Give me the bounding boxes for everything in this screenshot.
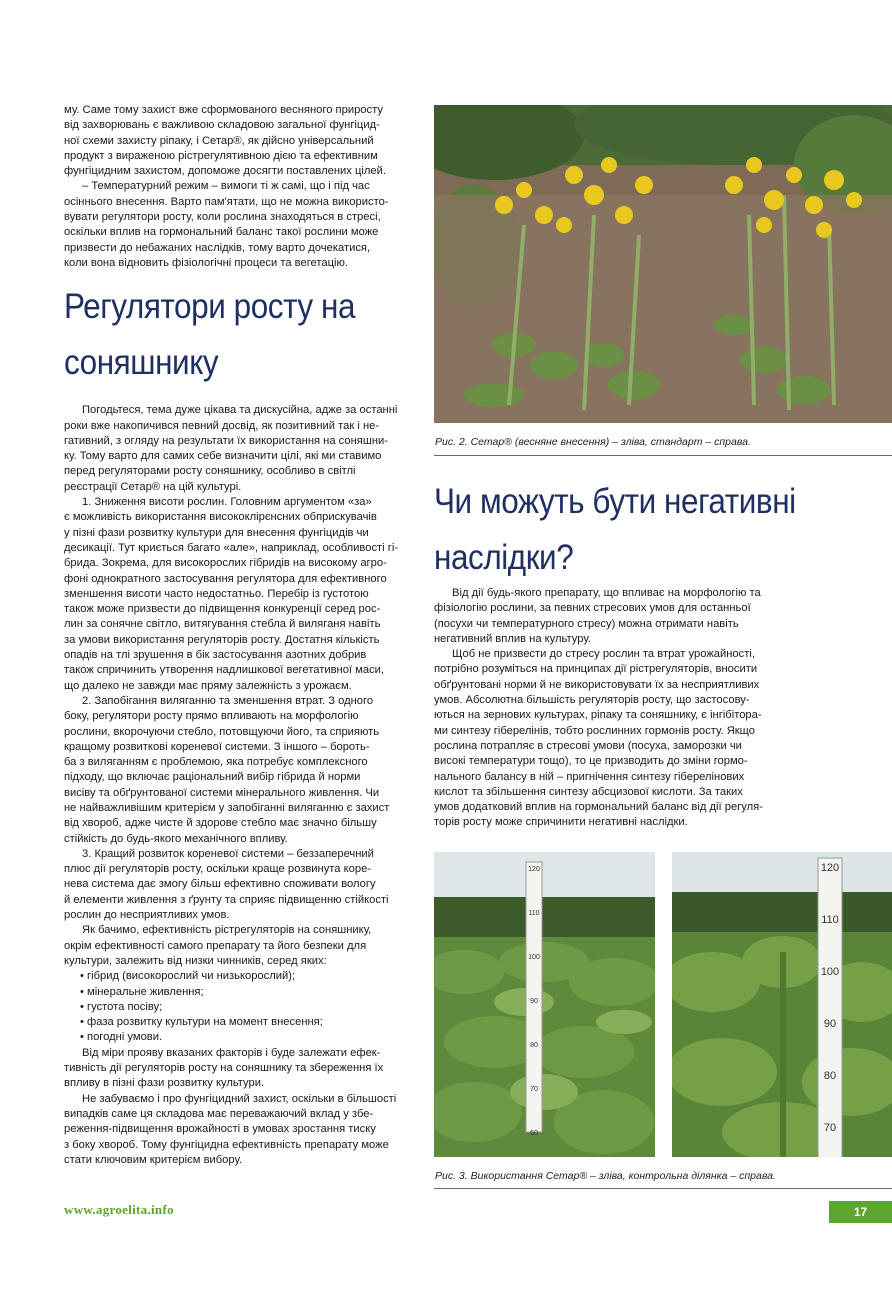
ruler-tick-label: 80: [823, 1070, 837, 1082]
text-line: умов додатковий вплив на гормональний баланс від дії регуля-: [434, 801, 763, 814]
text-line: за умови використання регуляторів росту. Достатня кількість: [64, 633, 380, 646]
text-line: оскільки вплив на гормональний баланс такої рослини може: [64, 226, 379, 239]
text-line: лин за сонячне світло, витягування стебла й виляганя навіть: [64, 618, 381, 631]
ruler-tick-label: 110: [821, 914, 839, 926]
text-line: (посухи чи температурного стресу) можна отримати навіть: [434, 617, 739, 630]
text-line: фунгіцидним захистом, допоможе досягти поставлених цілей.: [64, 165, 387, 178]
footer-website-link[interactable]: www.agroelita.info: [64, 1202, 174, 1217]
ruler-tick-label: 80: [530, 1042, 538, 1049]
text-line: • мінеральне живлення;: [80, 985, 204, 998]
text-line: умов. Абсолютна більшість регуляторів росту, що застосову-: [434, 694, 750, 707]
page-number-badge: 17: [829, 1201, 892, 1223]
stress-paragraph: [434, 647, 790, 831]
section-heading-negative: [434, 474, 796, 586]
figure-3-caption-rule: [434, 1188, 892, 1189]
heading-line: наслідки?: [434, 538, 574, 577]
text-line: висіву та обґрунтованої системи мінерального живлення. Чи: [64, 786, 380, 799]
figure-3-right-photo: [672, 852, 892, 1157]
text-line: • погодні умови.: [80, 1031, 163, 1044]
text-line: високі температури тощо), то це призводить до зміни гормо-: [434, 755, 748, 768]
text-line: 3. Кращий розвиток кореневої системи – беззаперечний: [82, 847, 374, 860]
ruler-tick-label: 70: [530, 1086, 538, 1093]
text-line: негативний вплив на культуру.: [434, 632, 591, 645]
item-height-reduction: [64, 495, 416, 694]
text-line: не найважливішим критерієм у запобіганні виляганню є захист: [64, 801, 390, 814]
section-heading-sunflower: [64, 279, 381, 391]
text-line: боку, регулятори росту прямо впливають на морфологію: [64, 710, 359, 723]
text-line: зменшення висоти часто недостатньо. Перебір із густотою: [64, 587, 369, 600]
heading-line: соняшнику: [64, 343, 219, 383]
text-line: роки вже накопичився певний досвід, як позитивний так і не-: [64, 419, 380, 432]
text-line: Як бачимо, ефективність рістрегуляторів на соняшнику,: [82, 924, 372, 937]
text-line: призвести до небажаних наслідків, тому варто дочекатися,: [64, 241, 371, 254]
text-line: ми синтезу гіберелінів, тобто рослинних гормонів росту. Якщо: [434, 724, 755, 737]
text-line: – Температурний режим – вимоги ті ж самі, що і під час: [82, 180, 370, 193]
text-line: Від дії будь-якого препарату, що впливає на морфологію та: [452, 587, 761, 599]
heading-line: Регулятори росту на: [64, 287, 356, 327]
text-line: вувати регулятори росту, коли рослина знаходяться в стресі,: [64, 211, 381, 224]
text-line: • густота посіву;: [80, 1000, 163, 1013]
text-line: й елементи живлення з ґрунту та сприяє підвищенню стійкості: [64, 893, 389, 906]
text-line: осіннього внесення. Варто пам'ятати, що не можна використо-: [64, 195, 389, 208]
text-line: рослина потрапляє в стресові умови (посуха, заморозки чи: [434, 739, 742, 752]
intro-paragraph: [64, 103, 416, 179]
factors-paragraph: [64, 923, 416, 969]
text-line: ба з виляганням є проблемою, яка потребує комплексного: [64, 756, 368, 769]
text-line: окрім ефективності самого препарату та його безпеки для: [64, 939, 367, 952]
text-line: стійкість до будь-якого механічного впливу.: [64, 832, 288, 845]
text-line: Погодьтеся, тема дуже цікава та дискусійна, адже за останні: [82, 404, 398, 417]
ruler-tick-label: 100: [820, 966, 840, 978]
text-line: Не забуваємо і про фунгіцидний захист, оскільки в більшості: [82, 1092, 397, 1105]
ruler-tick-label: 90: [823, 1018, 837, 1030]
text-line: фізіологію рослини, за певних стресових умов для останньої: [434, 602, 751, 615]
sunflower-treated-image: [434, 852, 655, 1157]
text-line: реєстрації Сетар® на цій культурі.: [64, 480, 242, 493]
ruler-tick-label: 60: [530, 1130, 538, 1137]
text-line: нева система дає змогу більш ефективно споживати вологу: [64, 878, 376, 891]
ruler-tick-label: 90: [530, 998, 538, 1005]
item-lodging-prevention: [64, 694, 416, 847]
temperature-paragraph: [64, 179, 416, 271]
rapeseed-plants-image: [434, 105, 892, 423]
fungicide-paragraph: [64, 1092, 416, 1168]
negative-effects-paragraph: [434, 586, 790, 647]
text-line: • гібрид (високорослий чи низькорослий);: [80, 970, 296, 983]
figure-2-photo: [434, 105, 892, 423]
sunflower-control-image: [672, 852, 892, 1157]
ruler-tick-label: 110: [528, 910, 540, 917]
text-line: коли вона відновить фізіологічні процеси та вегетацію.: [64, 256, 348, 269]
text-line: нального балансу в ній – пригнічення синтезу гіберелінових: [434, 770, 745, 783]
right-column: [434, 586, 790, 831]
text-line: також спричинить утворення надлишкової вегетативної маси,: [64, 664, 385, 677]
text-line: від захворювань є важливою складовою загальної фунгіцид-: [64, 119, 380, 132]
text-line: фоні однократного застосування регулятора для ефективного: [64, 572, 387, 585]
text-line: опадів на тлі зрушення в бік застосування азотних добрив: [64, 649, 367, 662]
figure-3-left-photo: [434, 852, 655, 1157]
text-line: ються на зернових культурах, ріпаку та соняшнику, є інгібітора-: [434, 709, 762, 722]
sunflower-intro-paragraph: [64, 403, 416, 495]
text-line: у пізні фази розвитку культури для внесення фунгіцидів чи: [64, 526, 369, 539]
figure-2-caption-rule: [434, 455, 892, 456]
text-line: впливу в пізні фази розвитку культури.: [64, 1077, 265, 1090]
text-line: кислот та збільшення синтезу абсцизової кислоти. За таких: [434, 785, 743, 798]
item-root-development: [64, 847, 416, 923]
text-line: гативний, з огляду на результати їх використання на соняшни-: [64, 434, 388, 447]
text-line: з боку хвороб. Тому фунгіцидна ефективність препарату може: [64, 1138, 389, 1151]
ruler-tick-label: 120: [528, 866, 540, 873]
text-line: • фаза розвитку культури на момент внесення;: [80, 1016, 323, 1029]
text-line: обґрунтовані норми й не використовувати їх за несприятливих: [434, 678, 760, 691]
ruler-left: [526, 862, 542, 1137]
text-line: кращому розвиткові кореневої системи. З іншого – бороть-: [64, 740, 370, 753]
text-line: Від міри прояву вказаних факторів і буде залежати ефек-: [82, 1046, 381, 1059]
text-line: ку. Тому варто для самих себе визначити цілі, які ми ставимо: [64, 450, 382, 463]
factors-list: [64, 969, 416, 1045]
text-line: му. Саме тому захист вже сформованого весняного приросту: [64, 104, 383, 116]
text-line: ної схеми захисту ріпаку, і Сетар®, як дійсно універсальний: [64, 134, 374, 147]
text-line: плюс дії регуляторів росту, оскільки краще розвинута коре-: [64, 863, 372, 876]
text-line: десикації. Тут криється багато «але», наприклад, особливості гі-: [64, 541, 399, 554]
figure-3-caption: Рис. 3. Використання Сетар® – зліва, контрольна ділянка – справа.: [435, 1170, 776, 1182]
text-line: що далеко не завжди має пряму залежність з урожаєм.: [64, 679, 352, 692]
text-line: культури, залежить від низки чинників, серед яких:: [64, 954, 327, 967]
text-line: стати ключовим критерієм вибору.: [64, 1153, 243, 1166]
text-line: підходу, що включає раціональний вибір гібрида й норми: [64, 771, 361, 784]
left-column: [64, 103, 416, 1168]
text-line: є можливість використання висококлірєнсних обприскувачів: [64, 511, 377, 524]
ruler-right: [818, 858, 842, 1157]
text-line: також може призвести до підвищення конкуренції серед рос-: [64, 603, 381, 616]
text-line: випадків саме ця складова має переважаючий вклад у збе-: [64, 1107, 374, 1120]
text-line: рослин до несприятливих умов.: [64, 909, 230, 922]
heading-line: Чи можуть бути негативні: [434, 482, 796, 521]
text-line: рослини, вкорочуючи стебло, потовщуючи його, та сприяють: [64, 725, 380, 738]
text-line: Щоб не призвести до стресу рослин та втрат урожайності,: [452, 648, 755, 661]
text-line: реження-підвищення врожайності в умовах зростання тиску: [64, 1123, 376, 1136]
text-line: 1. Зниження висоти рослин. Головним аргументом «за»: [82, 496, 372, 509]
figure-2-caption: Рис. 2. Сетар® (весняне внесення) – зліва, стандарт – справа.: [435, 436, 751, 448]
ruler-tick-label: 100: [528, 954, 540, 961]
degree-paragraph: [64, 1046, 416, 1092]
text-line: торів росту може спричинити негативні наслідки.: [434, 816, 688, 829]
text-line: тивність дії регуляторів росту на соняшнику та збереження їх: [64, 1062, 384, 1075]
text-line: потрібно розуміться на принципах дії рістрегуляторів, вносити: [434, 663, 758, 676]
ruler-tick-label: 120: [820, 862, 840, 874]
text-line: перед регуляторами росту соняшнику, особливо в світлі: [64, 465, 356, 478]
text-line: від хвороб, адже чисте й здорове стебло має значно більшу: [64, 817, 377, 830]
text-line: брида. Зокрема, для високорослих гібридів на високому агро-: [64, 557, 387, 570]
text-line: продукт з вираженою рістрегулятивною дією та ефективним: [64, 149, 378, 162]
text-line: 2. Запобігання виляганню та зменшення втрат. З одного: [82, 694, 374, 707]
ruler-tick-label: 70: [823, 1122, 837, 1134]
